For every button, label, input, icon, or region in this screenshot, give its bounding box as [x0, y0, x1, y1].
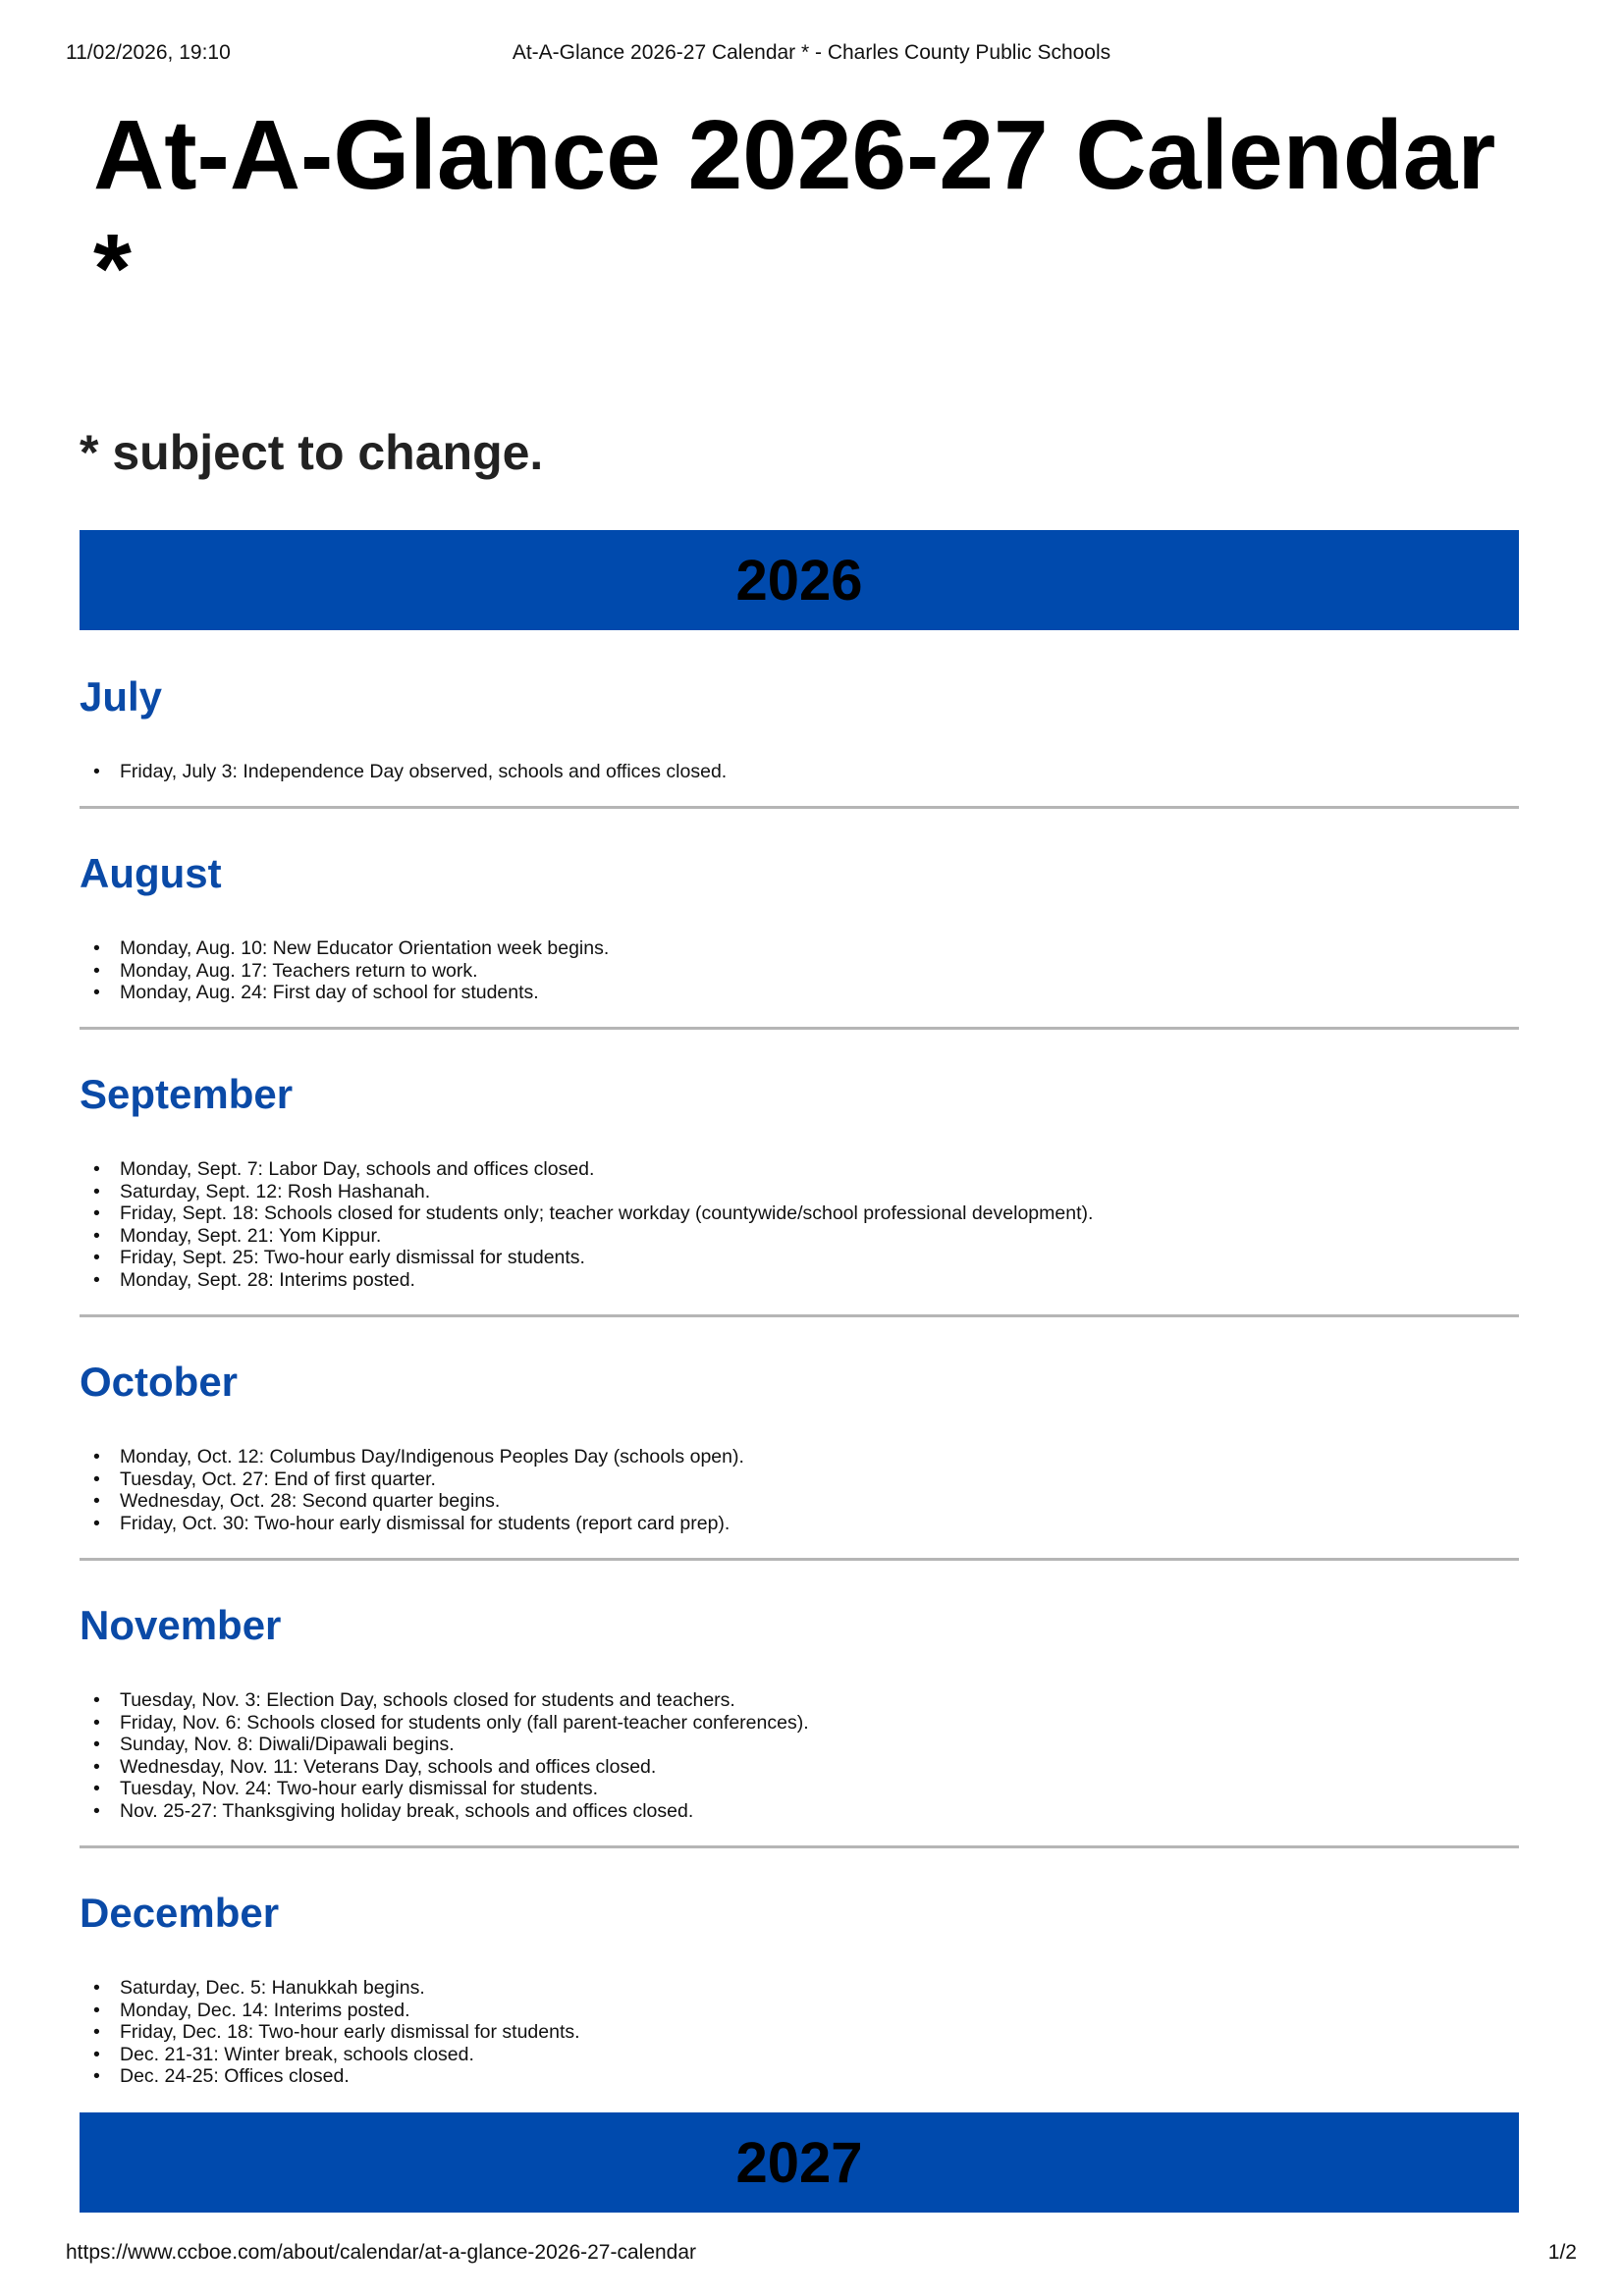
event-item: • Monday, Sept. 21: Yom Kippur. [80, 1225, 1093, 1248]
month-heading: November [80, 1602, 282, 1648]
event-item: • Friday, Sept. 18: Schools closed for students only; teacher workday (countywide/school professional development). [80, 1202, 1093, 1225]
subtitle-disclaimer: * subject to change. [80, 425, 544, 480]
event-list [80, 1158, 1093, 1292]
event-item: • Monday, Sept. 28: Interims posted. [80, 1269, 1093, 1292]
event-item: • Monday, Aug. 10: New Educator Orientation week begins. [80, 937, 609, 960]
month-section-november [80, 1601, 1519, 1822]
event-item: • Saturday, Dec. 5: Hanukkah begins. [80, 1977, 580, 2000]
event-item: • Monday, Dec. 14: Interims posted. [80, 2000, 580, 2022]
section-divider [80, 1314, 1519, 1317]
event-item: • Friday, Oct. 30: Two-hour early dismissal for students (report card prep). [80, 1513, 744, 1535]
section-divider [80, 1558, 1519, 1561]
month-heading: July [80, 673, 163, 720]
event-list [80, 937, 609, 1004]
event-item: • Dec. 21-31: Winter break, schools closed. [80, 2044, 580, 2066]
event-list [80, 1446, 744, 1534]
event-item: • Tuesday, Oct. 27: End of first quarter. [80, 1468, 744, 1491]
year-banner-2027 [80, 2112, 1519, 2213]
month-heading: October [80, 1359, 239, 1405]
year-label: 2027 [735, 2130, 863, 2195]
event-item: • Dec. 24-25: Offices closed. [80, 2065, 580, 2088]
event-item: • Friday, Sept. 25: Two-hour early dismissal for students. [80, 1247, 1093, 1269]
year-banner-2026 [80, 530, 1519, 630]
month-section-july [80, 672, 1519, 782]
section-divider [80, 1845, 1519, 1848]
month-section-september [80, 1070, 1519, 1291]
page-title: At-A-Glance 2026-27 Calendar * [93, 100, 1496, 324]
event-item: • Friday, July 3: Independence Day observed, schools and offices closed. [80, 761, 727, 783]
event-item: • Tuesday, Nov. 24: Two-hour early dismissal for students. [80, 1778, 809, 1800]
event-item: • Monday, Sept. 7: Labor Day, schools and offices closed. [80, 1158, 1093, 1181]
print-page-count: 1/2 [1547, 2241, 1577, 2264]
year-label: 2026 [735, 548, 863, 613]
month-heading: August [80, 850, 222, 896]
event-item: • Friday, Nov. 6: Schools closed for students only (fall parent-teacher conferences). [80, 1712, 809, 1735]
event-item: • Saturday, Sept. 12: Rosh Hashanah. [80, 1181, 1093, 1203]
month-section-august [80, 849, 1519, 1004]
event-list [80, 761, 727, 783]
print-page-title: At-A-Glance 2026-27 Calendar * - Charles County Public Schools [512, 41, 1111, 64]
print-url: https://www.ccboe.com/about/calendar/at-a-glance-2026-27-calendar [66, 2241, 697, 2264]
event-list [80, 1977, 580, 2088]
event-item: • Tuesday, Nov. 3: Election Day, schools closed for students and teachers. [80, 1689, 809, 1712]
month-heading: September [80, 1071, 294, 1117]
event-item: • Sunday, Nov. 8: Diwali/Dipawali begins. [80, 1734, 809, 1756]
section-divider [80, 1027, 1519, 1030]
month-section-october [80, 1358, 1519, 1534]
event-item: • Wednesday, Oct. 28: Second quarter begins. [80, 1490, 744, 1513]
event-item: • Friday, Dec. 18: Two-hour early dismissal for students. [80, 2021, 580, 2044]
month-section-december [80, 1889, 1519, 2088]
event-list [80, 1689, 809, 1823]
event-item: • Monday, Aug. 24: First day of school for students. [80, 982, 609, 1004]
event-item: • Nov. 25-27: Thanksgiving holiday break, schools and offices closed. [80, 1800, 809, 1823]
section-divider [80, 806, 1519, 809]
month-heading: December [80, 1890, 280, 1936]
event-item: • Monday, Aug. 17: Teachers return to work. [80, 960, 609, 983]
print-datetime: 11/02/2026, 19:10 [66, 41, 231, 64]
event-item: • Monday, Oct. 12: Columbus Day/Indigenous Peoples Day (schools open). [80, 1446, 744, 1468]
event-item: • Wednesday, Nov. 11: Veterans Day, schools and offices closed. [80, 1756, 809, 1779]
